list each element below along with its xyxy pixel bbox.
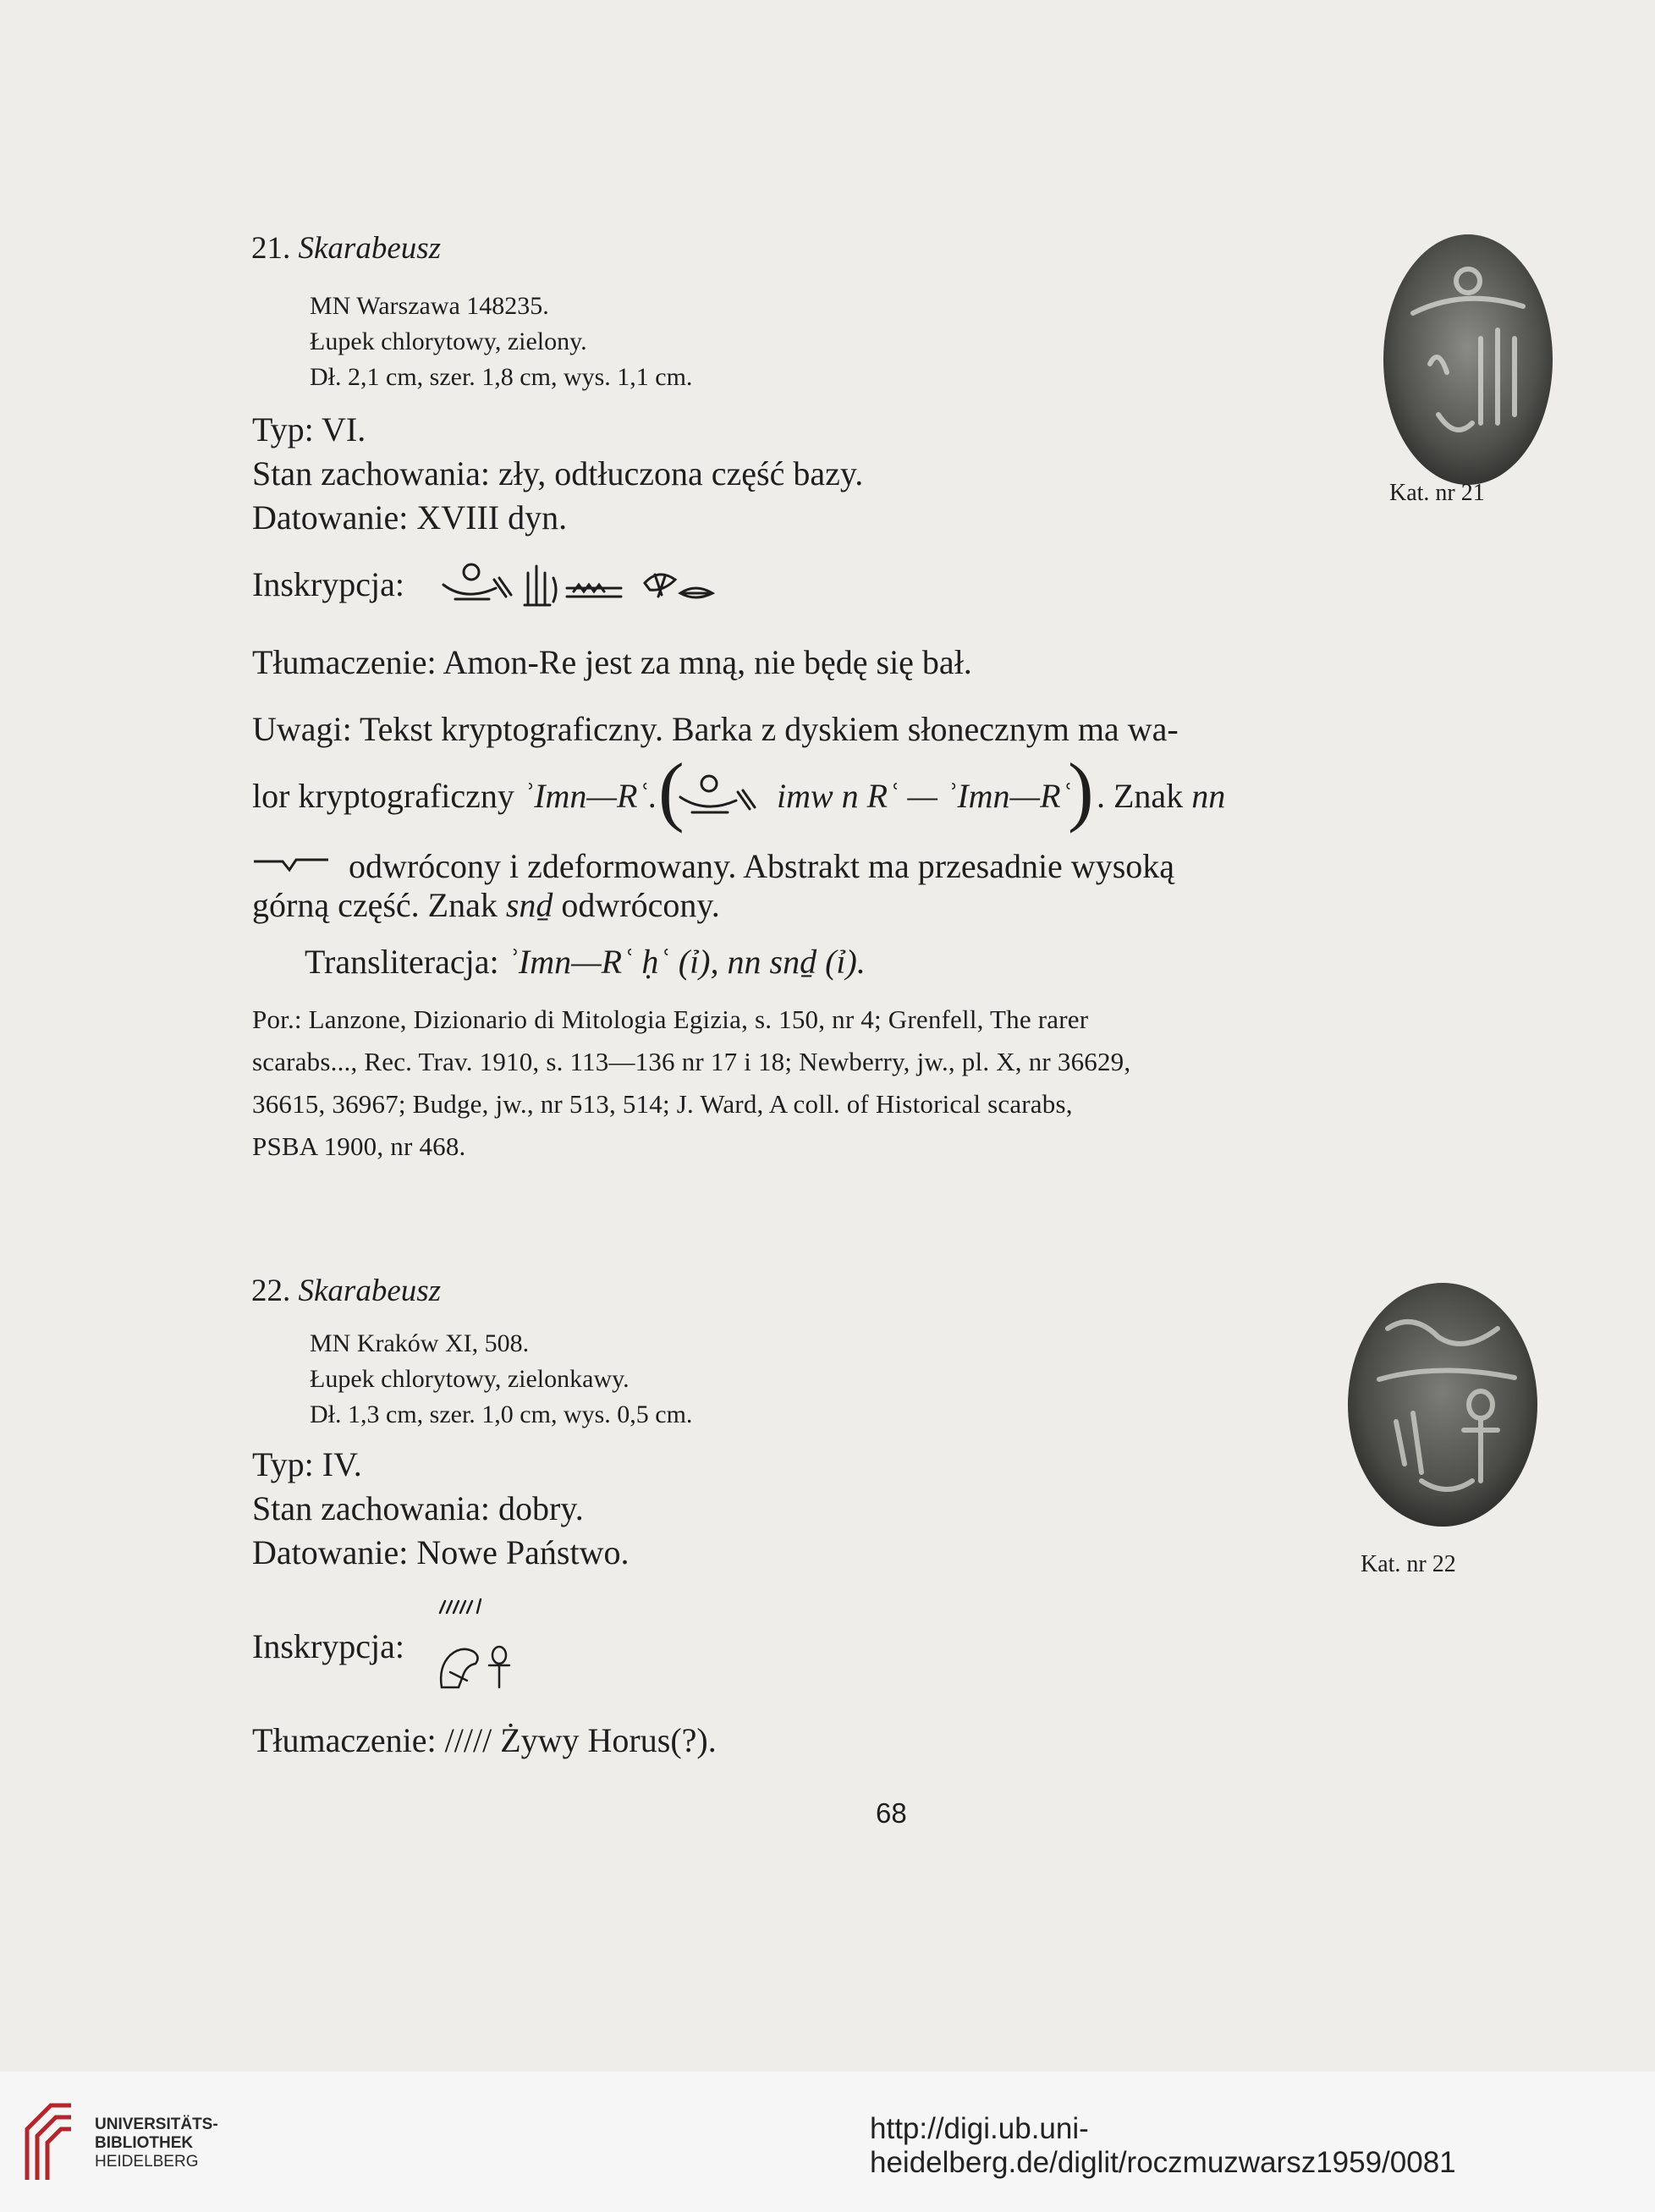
inscription-21-hieroglyphs <box>440 554 745 614</box>
entry-21-properties <box>252 408 863 540</box>
entry-22-typ: Typ: IV. <box>252 1445 362 1483</box>
entry-22-meta <box>310 1326 692 1433</box>
entry-21-inskrypcja-label: Inskrypcja: <box>252 565 404 603</box>
uwagi-snd: snḏ <box>505 886 553 924</box>
open-paren: ( <box>658 747 685 834</box>
uwagi-gorna: górną część. Znak <box>252 886 506 924</box>
entry-22-material: Łupek chlorytowy, zielonkawy. <box>310 1365 630 1393</box>
page-number: 68 <box>876 1797 907 1829</box>
entry-21-heading <box>251 230 441 267</box>
uwagi-imn-re: ʾImn—Rʿ. <box>522 777 657 815</box>
entry-22-tlumaczenie: Tłumaczenie: ///// Żywy Horus(?). <box>252 1721 717 1759</box>
uwagi-nn: nn <box>1191 777 1226 815</box>
entry-21-stan: Stan zachowania: zły, odtłuczona część bazy. <box>252 454 864 492</box>
nn-sign-hieroglyph <box>252 853 330 873</box>
uwagi-odwrocony: odwrócony. <box>553 886 720 924</box>
scarab-22-caption: Kat. nr 22 <box>1361 1551 1456 1577</box>
entry-22-datowanie: Datowanie: Nowe Państwo. <box>252 1533 630 1571</box>
entry-21-uwagi-line-3: odwrócony i zdeformowany. Abstrakt ma przesadnie wysoką <box>349 847 1175 885</box>
reference-line: PSBA 1900, nr 468. <box>252 1131 466 1161</box>
reference-line: scarabs..., Rec. Trav. 1910, s. 113—136 nr 17 i 18; Newberry, jw., pl. X, nr 36629, <box>252 1047 1131 1076</box>
entry-22-heading <box>251 1273 441 1309</box>
entry-21-dimensions: Dł. 2,1 cm, szer. 1,8 cm, wys. 1,1 cm. <box>310 363 693 391</box>
entry-21-references <box>252 999 1130 1168</box>
uwagi-imw-text: imw n Rʿ — ʾImn—Rʿ <box>777 777 1072 815</box>
library-logo-icon <box>19 2099 76 2187</box>
entry-21-museum: MN Warszawa 148235. <box>310 292 549 320</box>
entry-22-properties <box>252 1443 629 1575</box>
uwagi-imw-group <box>777 774 1072 818</box>
scarab-21-photo <box>1379 228 1557 491</box>
entry-21-uwagi-line-4 <box>252 883 720 927</box>
entry-21-title: Skarabeusz <box>298 231 442 266</box>
translit-value: ʾImn—Rʿ ḥʿ (ỉ), nn snḏ (ỉ). <box>507 943 866 981</box>
entry-21-meta <box>310 289 692 395</box>
entry-22-title: Skarabeusz <box>298 1274 442 1308</box>
entry-22-stan: Stan zachowania: dobry. <box>252 1489 584 1527</box>
uwagi-text-a: lor kryptograficzny <box>252 777 523 815</box>
uwagi-znak <box>1097 774 1225 818</box>
uwagi-znak-text: . Znak <box>1097 777 1192 815</box>
source-url-link[interactable]: http://digi.ub.uni-heidelberg.de/diglit/roczmuzwarsz1959/0081 <box>870 2112 1456 2179</box>
reference-line: Por.: Lanzone, Dizionario di Mitologia Egizia, s. 150, nr 4; Grenfell, The rarer <box>252 1004 1089 1034</box>
entry-21-typ: Typ: VI. <box>252 410 366 448</box>
library-line-3: HEIDELBERG <box>95 2153 199 2171</box>
inscription-22-hieroglyphs <box>430 1596 523 1698</box>
reference-line: 36615, 36967; Budge, jw., nr 513, 514; J. Ward, A coll. of Historical scarabs, <box>252 1089 1073 1119</box>
entry-22-inskrypcja-label: Inskrypcja: <box>252 1627 404 1665</box>
library-name <box>95 2116 218 2171</box>
entry-22-dimensions: Dł. 1,3 cm, szer. 1,0 cm, wys. 0,5 cm. <box>310 1400 693 1428</box>
entry-22-museum: MN Kraków XI, 508. <box>310 1329 530 1357</box>
library-line-2: BIBLIOTHEK <box>95 2134 194 2152</box>
entry-21-number: 21. <box>251 231 291 266</box>
entry-21-uwagi-line-2 <box>252 774 657 818</box>
library-line-1: UNIVERSITÄTS- <box>95 2116 218 2133</box>
entry-21-uwagi-line-1: Uwagi: Tekst kryptograficzny. Barka z dyskiem słonecznym ma wa- <box>252 710 1179 748</box>
entry-22-number: 22. <box>251 1274 291 1308</box>
barque-sun-hieroglyph <box>677 768 770 821</box>
translit-label: Transliteracja: <box>305 943 508 981</box>
scarab-22-photo <box>1345 1278 1540 1532</box>
entry-21-material: Łupek chlorytowy, zielony. <box>310 327 587 355</box>
entry-21-datowanie: Datowanie: XVIII dyn. <box>252 498 568 536</box>
close-paren: ) <box>1068 747 1094 834</box>
scarab-21-caption: Kat. nr 21 <box>1389 480 1485 506</box>
entry-21-transliteracja <box>305 940 866 984</box>
entry-21-tlumaczenie: Tłumaczenie: Amon-Re jest za mną, nie będę się bał. <box>252 643 972 681</box>
